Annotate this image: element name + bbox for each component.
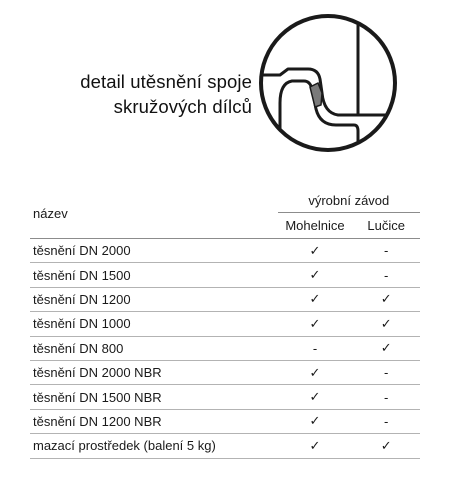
detail-caption bbox=[80, 69, 252, 119]
row-name: těsnění DN 1200 NBR bbox=[30, 409, 278, 433]
row-name: těsnění DN 2000 NBR bbox=[30, 360, 278, 384]
availability-mohelnice: ✓ bbox=[278, 263, 353, 287]
availability-lucice: - bbox=[352, 263, 420, 287]
availability-mohelnice: - bbox=[278, 336, 353, 360]
availability-lucice: ✓ bbox=[352, 287, 420, 311]
row-name: těsnění DN 800 bbox=[30, 336, 278, 360]
availability-lucice: ✓ bbox=[352, 434, 420, 458]
availability-lucice: - bbox=[352, 409, 420, 433]
row-name: těsnění DN 1500 NBR bbox=[30, 385, 278, 409]
table-row bbox=[30, 336, 420, 360]
plant-header-mohelnice: Mohelnice bbox=[278, 213, 353, 239]
caption-line-1: detail utěsnění spoje bbox=[80, 71, 252, 92]
table-row bbox=[30, 239, 420, 263]
availability-mohelnice: ✓ bbox=[278, 409, 353, 433]
plant-group-header: výrobní závod bbox=[278, 188, 420, 213]
plant-availability-table bbox=[30, 188, 420, 459]
row-name: těsnění DN 1000 bbox=[30, 312, 278, 336]
caption-line-2: skružových dílců bbox=[113, 96, 252, 117]
joint-detail-drawing bbox=[258, 13, 398, 153]
availability-lucice: - bbox=[352, 239, 420, 263]
availability-mohelnice: ✓ bbox=[278, 434, 353, 458]
table-row bbox=[30, 434, 420, 458]
availability-lucice: ✓ bbox=[352, 336, 420, 360]
availability-mohelnice: ✓ bbox=[278, 312, 353, 336]
availability-mohelnice: ✓ bbox=[278, 287, 353, 311]
table-row bbox=[30, 287, 420, 311]
name-column-header: název bbox=[30, 188, 278, 239]
table-row bbox=[30, 263, 420, 287]
availability-lucice: - bbox=[352, 385, 420, 409]
availability-lucice: ✓ bbox=[352, 312, 420, 336]
availability-mohelnice: ✓ bbox=[278, 239, 353, 263]
row-name: těsnění DN 2000 bbox=[30, 239, 278, 263]
row-name: mazací prostředek (balení 5 kg) bbox=[30, 434, 278, 458]
availability-lucice: - bbox=[352, 360, 420, 384]
availability-mohelnice: ✓ bbox=[278, 385, 353, 409]
table-row bbox=[30, 385, 420, 409]
availability-mohelnice: ✓ bbox=[278, 360, 353, 384]
table-row bbox=[30, 360, 420, 384]
table-row bbox=[30, 409, 420, 433]
table-row bbox=[30, 312, 420, 336]
row-name: těsnění DN 1500 bbox=[30, 263, 278, 287]
plant-header-lucice: Lučice bbox=[352, 213, 420, 239]
row-name: těsnění DN 1200 bbox=[30, 287, 278, 311]
